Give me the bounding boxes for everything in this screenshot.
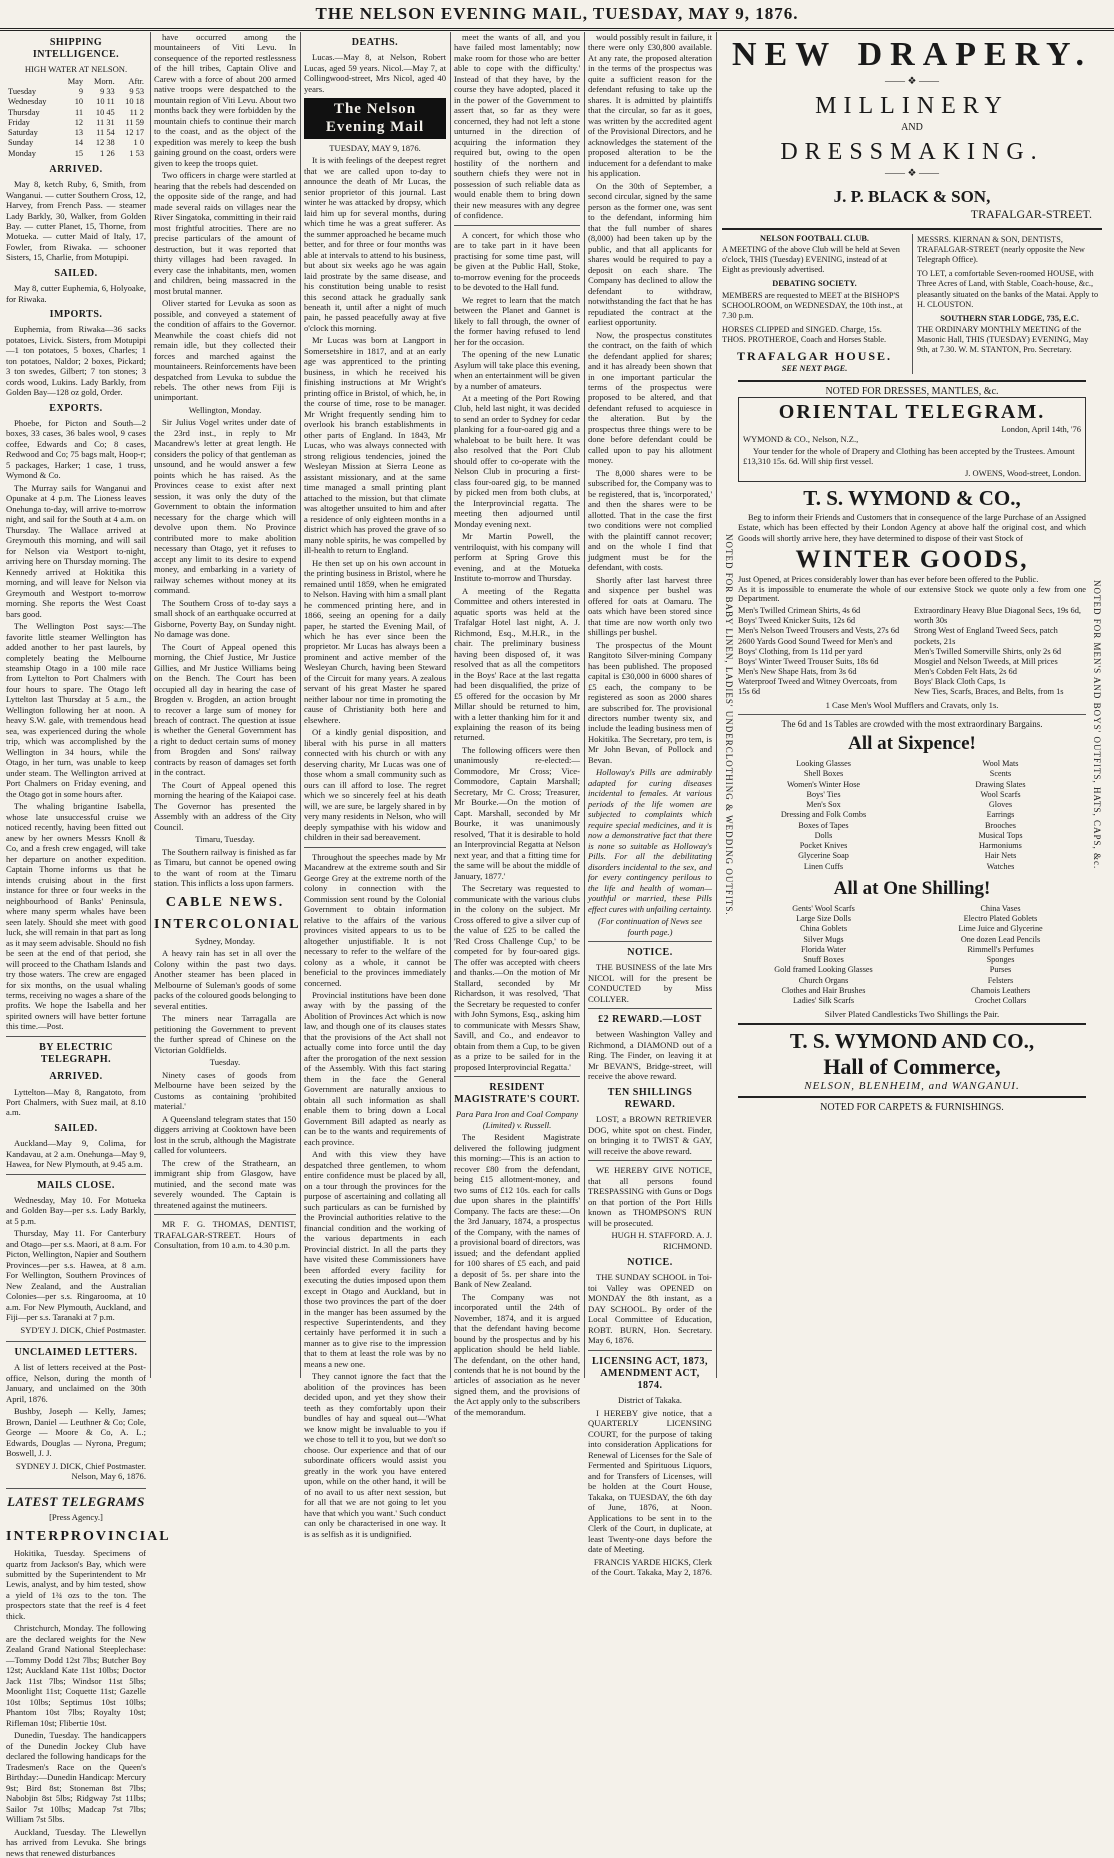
telegraph-heading: BY ELECTRIC TELEGRAPH.: [39, 1041, 113, 1066]
wymond-block: [722, 380, 1102, 1113]
wymond-content: [738, 380, 1086, 1113]
debating-text: MEMBERS are requested to MEET at the BISHOP'S SCHOOLROOM, on WEDNESDAY, the 10th inst., at 7.30 p.m.: [722, 290, 903, 320]
black-son-name: J. P. BLACK & SON,: [833, 187, 991, 206]
to-let-text: TO LET, a comfortable Seven-roomed HOUSE, with Three Acres of Land, with Stable, Coach-house, &c., pleasantly situated on the banks of the Matai. Apply to H. CLOUSTON.: [917, 269, 1099, 309]
divider: [154, 1214, 296, 1215]
editorial-text-2: Mr Lucas was born at Langport in Somersetshire in 1817, and at an early age was apprenticed to the printing business, in which he received his finishing instructions at Mr Wright's printing office in Bristol, of which, he, in the course of time, rose to be manager. Mr Wright frequently sending him to overlook his branch establishments in other parts of England. In 1843, Mr Lucas, who was always connected with strong religious tendencies, joined the Wesleyan Mission at Sierra Leone as assistant missionary, and at the same time managed a small printing plant attached to the mission, but that climate was altogether unsuited to him and after a residence of only eighteen months in a district which has proved the grave of so many noble spirits, he was compelled by ill-health to return to England.: [304, 335, 446, 556]
imports-text: Euphemia, from Riwaka—36 sacks potatoes, Livick. Sisters, from Motupipi—1 ton potatoes, 5 boxes, Charles; 1 ton potatoes, Naldor; 2 boxes, Pickard; 3 ton swedes, Gilbert; 7 ton stones; 3 cords wood, Lukins. Lady Barkly, from Golden Bay—128 oz gold, Order.: [6, 324, 146, 398]
trespass-signature: HUGH H. STAFFORD. A. J. RICHMOND.: [611, 1230, 712, 1251]
oats-text: Shortly after last harvest three and sixpence per bushel was offered for oats at Oamaru. The oats which have been stored since that time are now worth only two shillings per bushel.: [588, 574, 712, 638]
paper-date: TUESDAY, MAY 9, 1876.: [329, 142, 421, 153]
local-text-4: The opening of the new Lunatic Asylum will take place this evening, when an entertainment will be given by a number of amateurs.: [454, 349, 580, 391]
editorial-text-8: They cannot ignore the fact that the abolition of the provinces has been decided upon, and yet they show their teeth as they comfortably upon their bundles of hay and squeal out—'What we know might be invaluable to you if we chose to tell it to you, but we don't so choose. Our experience and that of our subordinate officers would assist you greatly in the work you have entered upon, while on the other hand, it will be of no avail to us after next session, but for all that we are not going to let you have that which you want.' Such conduct can only be characterised in one way. It is as selfish as it is undignified.: [304, 1371, 446, 1539]
fiji-text-1: have occurred among the mountaineers of Viti Levu. In consequence of the reported restlessness of the hill tribes, Captain Olive and Carew with a force of about 200 armed native troops were despatched to the mountain region of Viti Levu. About two months back they were forbidden by the mountain chiefs to continue their march to the coast, and as the object of the expedition was merely to keep the bush gaining ground on the coast, orders were given to keep the troops quiet.: [154, 32, 296, 168]
earthquake-text: The Southern Cross of to-day says a small shock of an earthquake occurred at Gisborne, Poverty Bay, on Sunday night. No damage was done.: [154, 597, 296, 640]
local-text-1: meet the wants of all, and you have failed most lamentably; now make room for those who are better able to cope with the difficulty.' Instead of that they have, by the course they have adopted, placed it in the power of the Government to assert that, so far as they were concerned, they had not left a stone unturned in the direction of acquiring the information they required but, owing to the open hostility of the northern and southern chiefs they were not in possession of such reliable data as would enable them to bring down their new measures with any degree of confidence.: [454, 32, 580, 221]
table-row: Monday 15 1 26 1 53: [8, 148, 144, 158]
ornament-icon: —— ❖ ——: [885, 76, 939, 87]
oriental-date: London, April 14th, '76: [1001, 423, 1081, 434]
shilling-list-right: China Vases Electro Plated Goblets Lime Juice and Glycerine One dozen Lead Pencils Rimmell's Perfumes Sponges Purses Felsters Chamois Leathers Crochet Collars: [958, 903, 1043, 1006]
rangitoto-text: The prospectus of the Mount Rangitoto Silver-mining Company has been published. The proposed capital is £30,000 in 6000 shares of £5 each, the company to be registered as soon as 2000 shares are subscribed for. The provisional directors number twenty six, and include the leading business men of Hokitika. The Secretary, pro tem, is Mr John Bevan, of Pollock and Bevan.: [588, 639, 712, 765]
tide-table: [6, 77, 146, 159]
black-son-address: TRAFALGAR-STREET.: [970, 207, 1092, 221]
debating-heading: DEBATING SOCIETY.: [772, 279, 857, 289]
table-row: Tuesday 9 9 33 9 53: [8, 87, 144, 97]
football-text: A MEETING of the above Club will be held at Seven o'clock, THIS (Tuesday) EVENING, instead of at Eight as previously advertised.: [722, 245, 900, 275]
tuesday-dateline: Tuesday.: [209, 1057, 241, 1068]
timaru-text: The Southern railway is finished as far as Timaru, but cannot be opened owing to the want of room at the Timaru station. This inflicts a loss upon farmers.: [154, 846, 296, 889]
shipping-notes-2: The Wellington Post says:—The favorite little steamer Wellington has added another to her past laurels, by completely beating the Melbourne steamship Otago in a 100 mile race from Lyttelton to Port Chalmers with four hours to spare. The Otago left Lyttelton last Thursday at 5 a.m., the Wellington following her at noon. A heavy S.W. gale, with tremendous head sea, was experienced during the whole trip, which was accomplished by the Wellington in 34 hours, while the Otago, in her turn, was unable to keep under steam. The Wellington arrived at Port Chalmers on Friday evening, and the Otago got in some hours after.: [6, 621, 146, 799]
cable-news-heading: CABLE NEWS.: [165, 894, 285, 910]
winter-sub: Just Opened, at Prices considerably lower than has ever before been offered to the Public.: [738, 575, 1039, 585]
divider: [6, 1174, 146, 1175]
reward-text: between Washington Valley and Richmond, a DIAMOND out of a Ring. The Finder, on leaving it at Mr BEVAN'S, Bridge-street, will receive the above reward.: [588, 1029, 712, 1082]
sunday-school-text: THE SUNDAY SCHOOL in Toi-toi Valley was OPENED on MONDAY the 8th instant, as a DAY SCHOOL. By order of the Local Committee of Education, ROBT. BURN, Hon. Secretary. May 6, 1876.: [588, 1272, 712, 1346]
sixpence-list-left: Looking Glasses Shell Boxes Women's Winter Hose Boys' Ties Men's Sox Dressing and Folk Combs Boxes of Tapes Dolls Pocket Knives Glycerine Soap Linen Cuffs: [780, 759, 867, 871]
wymond-title: T. S. WYMOND & CO.,: [803, 485, 1021, 510]
licensing-signature: FRANCIS YARDE HICKS, Clerk of the Court. Takaka, May 2, 1876.: [591, 1556, 712, 1577]
column-local: [454, 32, 585, 1417]
and-word: AND: [901, 122, 923, 133]
holloway-text: Holloway's Pills are admirably adapted for curing diseases incidental to females. At various periods of the life women are subjected to complaints which require special medicines, and it is now a demonstrative fact that there is none so suitable as Holloway's Pills. For all the debilitating disorders incidental to the sex, and for every contingency perilous to the life and health of woman—youthful or married, these Pills effect cures with unfailing certainty.: [588, 767, 712, 914]
tel-sailed-heading: SAILED.: [54, 1122, 98, 1134]
letters-intro: A list of letters received at the Post-office, Nelson, during the month of January, and unclaimed on the 30th April, 1876.: [6, 1362, 146, 1404]
wymond-intro: Beg to inform their Friends and Customers that in consequence of the large Purchase of an Assigned Estate, which has been effected by their London Agency at above half the original cost, and which Goods will shortly arrive here, they have determined to dispose of their vast Stock of: [738, 512, 1086, 543]
wellington-text: Sir Julius Vogel writes under date of the 23rd inst., in reply to Mr Macandrew's letter at great length. He considers the policy of that gentleman as unsound, and he would answer a few points which he has raised. As the Provinces cease to exist after next session, it was only the duty of the Government to obtain the information necessary for the charge which will devolve upon them. No Province contributed more to make abolition necessary than Otago, yet it refuses to accept any limit to its desire to expend money, and embarking in a variety of railway schemes without money at its command.: [154, 417, 296, 596]
mails-heading: MAILS CLOSE.: [37, 1179, 115, 1191]
winter-sub-2: As it is impossible to enumerate the whole of our extensive Stock we quote only a few from one Department.: [738, 585, 1086, 604]
arrived-heading: ARRIVED.: [49, 163, 103, 175]
small-ads-right: [912, 234, 1102, 374]
candlesticks-text: Silver Plated Candlesticks Two Shillings the Pair.: [824, 1009, 1000, 1020]
sydney-dateline: Sydney, Monday.: [195, 935, 255, 946]
divider: [588, 1008, 712, 1009]
tide-col-aftr: Aftr.: [128, 76, 144, 86]
divider: [738, 1096, 1086, 1098]
drapery-word: DRAPERY.: [857, 36, 1092, 73]
mails-signature: SYD'EY J. DICK, Chief Postmaster.: [20, 1324, 146, 1335]
lodge-text: THE ORDINARY MONTHLY MEETING of the Masonic Hall, THIS (TUESDAY) EVENING, May 9th, at 7.30. W. M. STANTON, Pro. Secretary.: [917, 324, 1089, 355]
local-text-8: The following officers were then unanimously re-elected:—Commodore, Mr Cross; Vice-Commodore, Captain Marshall; Secretary, Mr C. Cross; Treasurer, Mr Bourke.—On the motion of Capt. Marshall, seconded by Mr Bourke, it was unanimously resolved, 'That it is desirable to hold an Interprovincial Regatta at Nelson next year, and that a fitting time for the same will be about the middle of January, 1877.': [454, 744, 580, 881]
court-heading: RESIDENT MAGISTRATE'S COURT.: [454, 1081, 580, 1106]
arrived-text: May 8, ketch Ruby, 6, Smith, from Wanganui. — cutter Southern Cross, 12, Harvey, from French Pass. — steamer Lady Barkly, 30, Walker, from Golden Bay. — cutter Planet, 15, Thorne, from Motueka. — cutter Maid of Italy, 17, Fowler, from Riwaka. — schooner Sisters, 15, Charlie, from Motupipi.: [6, 179, 146, 263]
drapery-banner: [722, 32, 1102, 74]
wymond-title-2: T. S. WYMOND AND CO.,: [789, 1029, 1035, 1054]
continuation-note: (For continuation of News see fourth page.): [597, 916, 703, 937]
divider: [738, 1023, 1086, 1025]
sixpence-list-right: Wool Mats Scents Drawing Slates Wool Scarfs Gloves Earrings Brooches Musical Tops Harmoniums Hair Nets Watches: [975, 759, 1026, 871]
winter-price-list: [738, 606, 1086, 697]
shilling-heading: All at One Shilling!: [833, 877, 991, 899]
shillings-reward-heading: TEN SHILLINGS REWARD.: [607, 1086, 693, 1111]
oriental-telegram-heading: ORIENTAL TELEGRAM.: [778, 400, 1046, 423]
small-ads-grid: [722, 234, 1102, 374]
oriental-telegram-box: [738, 397, 1086, 482]
editorial-text-6: Provincial institutions have been done away with by the passing of the Abolition of Provinces Act which is now law, and though one of its clauses states that the provisions of the Act shall not actually come into force until the day after the prorogation of the next session of the Assembly. With this fact staring them in the face the General Government are naturally anxious to obtain all such information as shall enable them to bring down a Local Government Bill adapted as nearly as can be to the wants and requirements of each province.: [304, 989, 446, 1147]
licensing-text: I HEREBY give notice, that a QUARTERLY LICENSING COURT, for the purpose of taking into consideration Applications for Renewal of Licenses for the Sale of Fermented and Spirituous Liquors, and for Transfers of Licenses, will be holden at the Court House, Takaka, on TUESDAY, the 6th day of June, 1876, at Noon. Applications to be sent in to the Clerk of the Court, in duplicate, at least Twenty-one days before the date of Meeting.: [588, 1407, 712, 1555]
auckland-text: Auckland, Tuesday. The Llewellyn has arrived from Levuka. She brings news that renewed disturbances: [6, 1826, 146, 1858]
divider: [6, 1488, 146, 1489]
column-shipping: [6, 32, 171, 1858]
local-text-3: We regret to learn that the match between the Planet and Gannet is likely to fall through, the owner of the former having refused to lend her for the occasion.: [454, 294, 580, 347]
deaths-text: Lucas.—May 8, at Nelson, Robert Lucas, aged 59 years. Nicol.—May 7, at Collingwood-street, Mrs Nicol, aged 40 years.: [304, 52, 446, 94]
kiernan-text: MESSRS. KIERNAN & SON, DENTISTS, TRAFALGAR-STREET (nearly opposite the New Telegraph Office).: [917, 235, 1085, 265]
column-news: [154, 32, 301, 1378]
dentist-ad: MR F. G. THOMAS, DENTIST, TRAFALGAR-STREET. Hours of Consultation, from 10 a.m. to 4.30 p.m.: [154, 1219, 296, 1250]
court-text-2: The Company was not incorporated until the 24th of November, 1874, and it is argued that the defendant having become bound by the prospectus and by his application should be held liable. The defendant, on the other hand, contends that he is not bound by the articles of association as he never signed them, and the provisions of the Act apply only to the subscribers of the memorandum.: [454, 1291, 580, 1417]
table-row: Thursday 11 10 45 11 2: [8, 107, 144, 117]
table-row: Friday 12 11 31 11 59: [8, 117, 144, 127]
oriental-to: WYMOND & CO., Nelson, N.Z.,: [743, 433, 859, 444]
judgment-text-4: The 8,000 shares were to be subscribed for, the Company was to be registered, that is, 'incorporated,' and then the shares were to be allotted. That in the case the first two conditions were not complied with the plaintiff cannot recover; and on the whole I find that judgment must be for the defendant, with costs.: [588, 467, 712, 573]
divider: [6, 1036, 146, 1037]
shilling-list-left: Gents' Wool Scarfs Large Size Dolls China Goblets Silver Mugs Florida Water Snuff Boxes Gold framed Looking Glasses Church Organs Clothes and Hair Brushes Ladies' Silk Scarfs: [774, 903, 873, 1006]
editorial-text-3: He then set up on his own account in the printing business in Bristol, where he remained until 1859, when he emigrated to Nelson. Having with him a small plant he commenced printing here, and in 1866, seeing an opening for a daily paper, he started the Evening Mail, of which he has ever since been the proprietor. Mr Lucas has always been a prominent and active member of the Wesleyan Church, having been Steward of the Circuit for many years. A zealous servant of his great Master he spared neither labour nor time in promoting the cause of Christianity both here and elsewhere.: [304, 557, 446, 725]
editorial-text-5: Throughout the speeches made by Mr Macandrew at the extreme south and Sir George Grey at the extreme north of the colony in connection with the Commission sent round by the Colonial Government to obtain information relative to the affairs of the various provinces visited appears to us to be altogether unjustifiable. It is not necessary to refer to the welfare of the colony as a whole, it cannot be beneficial to the provinces immediately concerned.: [304, 851, 446, 988]
mufflers-text: 1 Case Men's Wool Mufflers and Cravats, only 1s.: [825, 700, 999, 711]
editorial-text-4: Of a kindly genial disposition, and liberal with his purse in all matters connected with his church or with any deserving charity, Mr Lucas was one of those whom a small community such as ours can ill afford to lose. The regret which we so sincerely feel at his death will, we are sure, be largely shared in by very many residents in Nelson, who will deeply sympathise with his widow and children in their sad bereavement.: [304, 727, 446, 843]
oriental-signature: J. OWENS, Wood-street, London.: [964, 467, 1081, 478]
price-list-right: Extraordinary Heavy Blue Diagonal Secs, 19s 6d, worth 30s Strong West of England Tweed Secs, patch pockets, 21s Men's Twilled Somerville Shirts, only 2s 6d Mosgiel and Nelson Tweeds, at Mill prices Men's Cobden Felt Hats, 2s 6d Boys' Black Cloth Caps, 1s New Ties, Scarfs, Braces, and Belts, from 1s: [914, 606, 1081, 696]
sydney-text-3: Ninety cases of goods from Melbourne have been seized by the Customs as containing 'prohibited material.': [154, 1069, 296, 1112]
judgment-text-2: On the 30th of September, a second circular, signed by the same person as the former one, was sent to the defendant, informing him that the full number of shares (8,000) had been taken up by the public, and that all applicants for shares would be required to pay a deposit on each share. The Company has declined to allow the defendant to withdraw, notwithstanding the fact that he has repudiated the contract at the earliest opportunity.: [588, 180, 712, 328]
noted-dresses: NOTED FOR DRESSES, MANTLES, &c.: [825, 385, 999, 397]
divider: [588, 1160, 712, 1161]
exports-text: Phoebe, for Picton and South—2 boxes, 33 cases, 36 bales wool, 9 cases coffee, Edwards and Co; 8 cases, Redwood and Co; 75 bags malt, Hoop-r; 5 packages, Harker; 1 case, 1 truss, Wymond & Co.: [6, 417, 146, 481]
see-next-page: SEE NEXT PAGE.: [781, 363, 848, 373]
new-word: NEW: [732, 36, 838, 73]
letters-signature: SYDNEY J. DICK, Chief Postmaster. Nelson, May 6, 1876.: [15, 1460, 146, 1482]
trafalgar-house-heading: TRAFALGAR HOUSE.: [736, 349, 893, 364]
exports-heading: EXPORTS.: [49, 402, 103, 414]
mails-text-2: Thursday, May 11. For Canterbury and Otago—per s.s. Maori, at 8 a.m. For Picton, Wellington, Napier and Southern Provinces—per s.s. Hawea, at 8 a.m. For Wellington, Southern Provinces of New Zealand, and the Australian Colonies—per s.s. Ringarooma, at 10 a.m. For New Plymouth, Auckland, and Fiji—per s.s. Taranaki at 7 p.m.: [6, 1228, 146, 1323]
oriental-body: Your tender for the whole of Drapery and Clothing has been accepted by the Trustees. Amount £13,310 15s. 6d. Will ship first vessel.: [743, 445, 1075, 466]
divider: [454, 1076, 580, 1077]
shipping-notes-3: The whaling brigantine Isabella, whose late unsuccessful cruise we noticed recently, having been fitted out anew by her owners Messrs Knoll & Co, and a fresh crew engaged, will take her departure on another expedition. Captain Thorne informs us that he intends cruising about in the first instance for three or four weeks in the neighbourhood of Banks' Peninsula, where many sperm whales have been seen lately. Should she meet with good luck, she will remain in that part as long as it may seem advisable. Should no fish be seen at the end of that period, she will proceed to the Chatham Islands and try those waters. The crew are engaged for six months, on the usual whaling terms, receiving no wages a share of the profits. We hope the Isabella and her spirited owners will have better fortune this time.—Post.: [6, 801, 146, 1032]
tide-header: [6, 77, 146, 87]
horses-text: HORSES CLIPPED and SINGED. Charge, 15s. THOS. PROTHEROE, Coach and Horses Stable.: [722, 324, 887, 344]
letters-heading: UNCLAIMED LETTERS.: [14, 1347, 138, 1359]
divider: [588, 1350, 712, 1351]
shipping-heading: SHIPPING INTELLIGENCE.: [32, 37, 120, 61]
tel-arrived-text: Lyttelton—May 8, Rangatoto, from Port Chalmers, with Suez mail, at 8.10 a.m.: [6, 1086, 146, 1118]
shillings-reward-text: LOST, a BROWN RETRIEVER DOG, white spot on chest. Finder, on bringing it to TWIST & GAY, will receive the above reward.: [588, 1114, 712, 1156]
millinery-word: MILLINERY: [815, 93, 1009, 119]
editorial-text-1: It is with feelings of the deepest regret that we are called upon to-day to announce the death of Mr Lucas, the senior proprietor of this journal. Last winter he was attacked by dropsy, which laid him up for several months, during which time he was a great sufferer. As the summer approached he became much better, and for three or four months was able at intervals to attend to his business, but about six weeks ago he was again laid prostrate by the same disease, and his constitution being unable to resist this second attack he gradually sank beneath it, until after a night of much pain, he passed peacefully away at five o'clock this morning.: [304, 155, 446, 333]
court-case: Para Para Iron and Coal Company (Limited) v. Russell.: [455, 1109, 579, 1130]
fiji-text-2: Two officers in charge were startled at hearing that the rebels had descended on the opposite side of the range, and had made several raids on villages near the River Singatoka, committing in their raid most frightful atrocities. There are no precise particulars of the amount of destruction, but it was reported that thirty villages had been ravaged. In every case the inhabitants, men, women and children, being massacred in the most brutal manner.: [154, 170, 296, 296]
sixpence-heading: All at Sixpence!: [848, 733, 976, 755]
ornament-icon: —— ❖ ——: [885, 168, 939, 179]
notice-text: THE BUSINESS of the late Mrs NICOL will for the present be CONDUCTED by Miss COLLYER.: [588, 962, 712, 1004]
tide-col-may: May: [67, 76, 84, 86]
sydney-text-2: The miners near Tarragalla are petitioning the Government to prevent the further spread of Chinese on the Victorian Goldfields.: [154, 1013, 296, 1055]
tables-text: The 6d and 1s Tables are crowded with the most extraordinary Bargains.: [781, 719, 1043, 730]
column-notices: [588, 32, 717, 1577]
licensing-heading: LICENSING ACT, 1873, AMENDMENT ACT, 1874.: [592, 1355, 708, 1392]
column-editorial: [304, 32, 451, 1539]
table-row: Sunday 14 12 38 1 0: [8, 138, 144, 148]
divider: [738, 380, 1086, 382]
sailed-text: May 8, cutter Euphemia, 6, Holyoake, for Riwaka.: [6, 283, 146, 304]
shilling-list: [738, 904, 1086, 1007]
sailed-heading: SAILED.: [54, 267, 98, 279]
lodge-heading: SOUTHERN STAR LODGE, 735, E.C.: [940, 313, 1079, 323]
table-row: Wednesday 10 10 11 10 18: [8, 97, 144, 107]
notice2-heading: NOTICE.: [627, 1257, 673, 1269]
editorial-text-7: And with this view they have despatched three gentlemen, to whom entire confidence must be placed by all, on a tour through the provinces for the purpose of ascertaining and collating all such particulars as can be furnished by the Provincial authorities relative to the financial condition and the working of the various departments in each Provincial district. In all the parts they have visited these Commissioners have been afforded every facility for executing the duties imposed upon them except in Otago and Auckland, but in those two provinces the part of the doer in the manger has been assumed by the respective Superintendents, and they certainly have performed it in such a manner as to give rise to the impression that to them at least the role was by no means a new one.: [304, 1149, 446, 1369]
local-text-2: A concert, for which those who are to take part in it have been practising for some time past, will be given at the Public Hall, Stoke, to-morrow evening for the proceeds to be devoted to the Hall fund.: [454, 229, 580, 293]
football-heading: NELSON FOOTBALL CLUB.: [759, 234, 870, 243]
sydney-text-1: A heavy rain has set in all over the Colony within the past two days. Another steamer has been placed in Melbourne of Suleman's goods of some packs of the coloured goods belonging to several entities.: [154, 948, 296, 1011]
shipping-notes: The Murray sails for Wanganui and Opunake at 4 p.m. The Lioness leaves Onehunga to-day, will arrive to-morrow night, and sail for the South at 4 a.m. on Thursday. The Wallace arrived at Greymouth this morning, and will sail for Nelson via Westport to-night, arriving here on Thursday morning. The Kennedy arrived at Hokitika this morning, and will leave for Nelson via Greymouth and Westport to-morrow morning. She reports the West Coast bars good.: [6, 482, 146, 619]
advertisements: [722, 32, 1102, 1382]
press-agency: [Press Agency.]: [49, 1512, 103, 1523]
sixpence-list: [738, 759, 1086, 872]
small-ads-left: [722, 234, 907, 374]
vertical-banner-right: NOTED FOR MEN'S AND BOYS' OUTFITS, HATS, CAPS, &c.: [1092, 580, 1102, 870]
paper-title: The Nelson Evening Mail: [304, 98, 446, 139]
winter-goods-heading: WINTER GOODS,: [795, 546, 1029, 574]
deaths-heading: DEATHS.: [351, 37, 399, 48]
hall-of-commerce: Hall of Commerce,: [823, 1054, 1001, 1080]
local-text-9: The Secretary was requested to communicate with the various clubs in the colony on the subject. Mr Cross offered to give a silver cup of the value of £25 to be called the 'Red Cross Challenge Cup,' to be competed for by four-oared gigs. The offer was accepted with cheers and thanks.—On the motion of Mr Stallard, seconded by Mr Richardson, it was resolved, 'That the Secretary be requested to confer with John Symons, Esq., asking him to communicate with Messrs Shaw, Savill, and Co., and endeavor to obtain from them a Cup, to be given as a prize to be sailed for in the proposed Interprovincial Regatta.': [454, 883, 580, 1072]
dressmaking-word: DRESSMAKING.: [780, 139, 1044, 165]
vertical-banner-left: NOTED FOR BABY LINEN, LADIES' UNDERCLOTHING & WEDDING OUTFITS.: [724, 534, 734, 916]
fiji-text-3: Oliver started for Levuka as soon as possible, and conveyed a statement of the condition of affairs to the Governor. Meanwhile the coast chiefs did not remain idle, but they collected their forces and marched against the mountaineers. Reinforcements have been despatched from Levuka to subdue the rebels. The other news from Fiji is unimportant.: [154, 298, 296, 403]
notice-heading: NOTICE.: [627, 947, 673, 959]
local-text-6: Mr Martin Powell, the ventriloquist, with his company will perform at Spring Grove this evening, and at the Motueka Institute to-morrow and Thursday.: [454, 531, 580, 584]
divider: [588, 941, 712, 942]
mails-text-1: Wednesday, May 10. For Motueka and Golden Bay—per s.s. Lady Barkly, at 5 p.m.: [6, 1194, 146, 1226]
divider: [6, 1341, 146, 1342]
wellington-dateline: Wellington, Monday.: [188, 404, 262, 415]
latest-telegrams-heading: LATEST TELEGRAMS: [7, 1493, 145, 1509]
tel-sailed-text: Auckland—May 9, Colima, for Kandavau, at 2 a.m. Onehunga—May 9, Hawea, for New Plymouth, at 9.45 a.m.: [6, 1138, 146, 1170]
divider: [304, 847, 446, 848]
tide-col-morn: Morn.: [94, 76, 115, 86]
kaiapoi-text: The Court of Appeal opened this morning the hearing of the Kaiapoi case. The Governor has presented the Assembly with an address of the City Council.: [154, 779, 296, 832]
noted-carpets: NOTED FOR CARPETS & FURNISHINGS.: [820, 1102, 1004, 1114]
hokitika-text: Hokitika, Tuesday. Specimens of quartz from Jackson's Bay, which were submitted by the Superintendent to Mr Lewis, analyst, and by him tested, show a yield of 1¾ ozs to the ton. The prospectors state that the reef is 4 feet thick.: [6, 1548, 146, 1621]
judgment-text-1: would possibly result in failure, it there were only £30,800 available. At any rate, the proposed alteration in the terms of the prospectus was quite a sufficient reason for the defendant refusing to take up the shares. It is admitted by plaintiffs that the circular, so far as it goes, was written by the accredited agent of the Provisional Directors, and he acknowledges the statement of the proposed alteration to be the inducement for a defendant to make his application.: [588, 32, 713, 179]
divider: [738, 714, 1086, 715]
letters-names: Bushby, Joseph — Kelly, James; Brown, Daniel — Leuthner & Co; Cole, George — Moore & Co, A. L.; Edwards, Douglas — Nyrona, Pregum; Boswell, J. J.: [6, 1406, 146, 1459]
masthead: THE NELSON EVENING MAIL, TUESDAY, MAY 9, 1876.: [0, 4, 1114, 31]
local-text-5: At a meeting of the Port Rowing Club, held last night, it was decided to send an order to Sydney for cedar planking for a four-oared gig and a whaleboat to be built here. It was also resolved that the Port Club should offer to co-operate with the Nelson Club in procuring a first-class four-oared gig, to be manned by picked men from both clubs, at the Interprovincial regatta. The meeting then adjourned until Monday evening next.: [454, 392, 580, 529]
high-water-heading: HIGH WATER AT NELSON.: [24, 64, 128, 75]
trespass-text: WE HEREBY GIVE NOTICE, that all persons found TRESPASSING with Guns or Dogs on that portion of the Port Hills known as THOMPSON'S RUN will be prosecuted.: [588, 1165, 712, 1228]
judgment-text-3: Now, the prospectus constitutes the contract, on the faith of which the defendant applied for shares; and it has already been shown that in one important particular the terms of the prospectus were proposed to be altered, and that defendant refused to acquiesce in the alteration. But by the prospectus three things were to be done before defendant could be called upon to pay his allotment money.: [588, 329, 712, 466]
sydney-text-4: A Queensland telegram states that 150 diggers arriving at Cooktown have been lost in the scrub, although the Magistrate called for volunteers.: [154, 1113, 296, 1156]
table-row: Saturday 13 11 54 12 17: [8, 128, 144, 138]
interprovincial-heading: INTERPROVINCIAL: [6, 1528, 171, 1544]
court-of-appeal-text: The Court of Appeal opened this morning, the Chief Justice, Mr Justice Gillies, and Mr Justice Williams being on the Bench. The Court has been occupied all day in hearing the case of Brogden v. Brogden, an action brought to recover a large sum of money for breach of contract. The question at issue is whether the General Government has a right to deduct certain sums of money from Brogden and Sons' railway contracts by reason of damages set forth in the contract.: [154, 641, 296, 778]
christchurch-text: Christchurch, Monday. The following are the declared weights for the New Zealand Grand National Steeplechase:—Tommy Dodd 12st 7lbs; Butcher Boy 12st; Auckland Kate 11st 10lbs; Doctor Jack 11st 7lbs; Windsor 11st 5lbs; Moonlight 11st; Coquette 11st; Gazelle 10st 10lbs; Septimus 10st 10lbs; Phantom 10st 7lbs; Royalty 10st; Rifleman 10st; Flibertie 10st.: [6, 1623, 146, 1728]
dunedin-text: Dunedin, Tuesday. The handicappers of the Dunedin Jockey Club have declared the following handicaps for the Tradesmen's Race on the Queen's Birthday:—Dunedin Handicap: Mercury 9st; Bird 8st; Stoneman 8st 7lbs; Nabobjin 8st 5lbs; Ridgway 7st 11lbs; Sailor 7st 10lbs; Madcap 7st 7lbs; William 7st 5lbs.: [6, 1730, 146, 1825]
price-list-left: Men's Twilled Crimean Shirts, 4s 6d Boys' Tweed Knicker Suits, 12s 6d Men's Nelson Tweed Trousers and Vests, 27s 6d 2600 Yards Good Sound Tweed for Men's and Boys' Clothing, from 1s 11d per yard Boys' Winter Tweed Trouser Suits, 18s 6d Men's New Shape Hats, from 3s 6d Waterproof Tweed and Witney Overcoats, from 15s 6d: [738, 606, 900, 696]
towns-text: NELSON, BLENHEIM, and WANGANUI.: [804, 1080, 1020, 1093]
timaru-dateline: Timaru, Tuesday.: [195, 834, 255, 845]
divider: [454, 225, 580, 226]
local-text-7: A meeting of the Regatta Committee and others interested in aquatic sports was held at the Trafalgar Hotel last night, A. J. Richmond, Esq., M.H.R., in the chair. The preliminary business having been disposed of, it was resolved that as all the competitors in the Boys' Race at the last regatta had been disqualified, the prize of £5 offered for the occasion by Mr Millar should be returned to him, with a letter thanking him for it and explaining the reason of its being returned.: [454, 585, 580, 743]
licensing-district: District of Takaka.: [618, 1395, 682, 1406]
court-text-1: The Resident Magistrate delivered the following judgment this morning:—This is an action to recover £80 from the defendant, being £15 allotment-money, and two sums of £12 10s. each for calls due upon shares in the plaintiffs' Company. The facts are these:—On the 3rd January, 1874, a prospectus of the Company, with the names of a provisional board of directors, was issued; and the defendant applied for 100 shares of £5 each, and paid a deposit of 5s. per share into the Bank of New Zealand.: [454, 1132, 580, 1290]
reward-heading: £2 REWARD.—LOST: [598, 1014, 702, 1026]
divider: [722, 228, 1102, 230]
sydney-text-5: The crew of the Strathearn, an immigrant ship from Glasgow, have mutinied, and the second mate was severely wounded. The Captain is threatened against the mutineers.: [154, 1157, 296, 1210]
imports-heading: IMPORTS.: [49, 309, 103, 321]
tel-arrived-heading: ARRIVED.: [49, 1071, 103, 1083]
intercolonial-heading: INTERCOLONIAL: [154, 916, 301, 932]
